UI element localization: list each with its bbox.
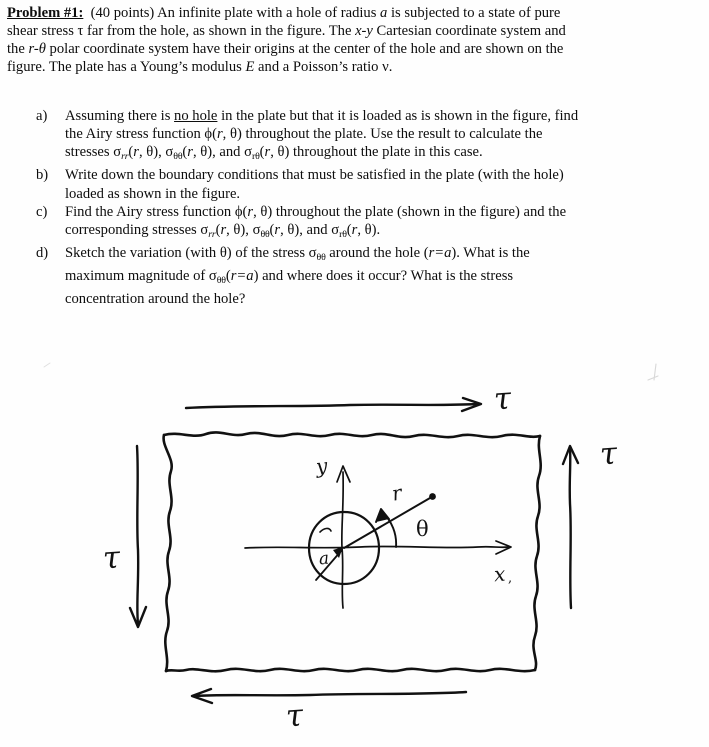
intro-text-1b: is subjected to a state of pure bbox=[387, 5, 561, 21]
item-c-line-1 bbox=[65, 203, 705, 221]
item-d-text-2c: ) and where does it occur? What is the stress bbox=[253, 267, 514, 284]
problem-label: Problem #1: bbox=[7, 5, 84, 21]
item-c-text-2f: ( bbox=[346, 221, 352, 238]
radius-a-label: a bbox=[318, 548, 330, 570]
item-c-text-2b: ( bbox=[215, 221, 221, 238]
question-parts-list bbox=[7, 107, 705, 308]
intro-text-3a: the bbox=[7, 41, 29, 58]
item-c-text-1b: , θ) throughout the plate (shown in the figure) and the bbox=[253, 203, 567, 220]
statement-line-1 bbox=[7, 4, 705, 22]
problem-statement bbox=[7, 4, 705, 76]
list-marker-c: c) bbox=[36, 203, 48, 220]
y-axis bbox=[337, 466, 350, 608]
item-a-text-2a: the Airy stress function ϕ( bbox=[65, 126, 217, 143]
x-axis-label-mark: , bbox=[508, 571, 513, 586]
item-d-text-2a: maximum magnitude of σ bbox=[65, 267, 217, 284]
item-c-line-2 bbox=[65, 221, 705, 244]
item-d-text-1c: ). What is the bbox=[451, 244, 530, 261]
statement-line-3 bbox=[7, 40, 705, 58]
theta-label: θ bbox=[416, 517, 429, 541]
item-a-text-1b: in the plate but that it is loaded as is shown in the figure, find bbox=[217, 108, 579, 124]
tau-label-right: τ bbox=[598, 435, 619, 473]
list-marker-a: a) bbox=[36, 108, 48, 124]
y-axis-label: y bbox=[314, 453, 329, 479]
item-c-text-2e: , θ), and σ bbox=[280, 221, 340, 238]
item-d-line-3: concentration around the hole? bbox=[65, 290, 246, 307]
item-c-r-4: r bbox=[351, 221, 358, 238]
list-item-b bbox=[7, 166, 705, 202]
shear-arrow-top bbox=[186, 398, 481, 411]
item-c-text-2d: ( bbox=[269, 221, 275, 238]
sigma-thetatheta-subscript: θθ bbox=[173, 151, 183, 163]
tau-symbol-inline: τ bbox=[77, 23, 84, 40]
item-a-r-4: r bbox=[264, 144, 271, 161]
no-hole-emphasis: no hole bbox=[174, 108, 218, 124]
item-a-line-3 bbox=[65, 143, 705, 166]
item-c-sigma-rr-subscript: rr bbox=[208, 228, 216, 240]
item-a-text-3f: ( bbox=[259, 144, 265, 161]
intro-text-2a: shear stress bbox=[7, 23, 78, 40]
item-a-r-2: r bbox=[133, 144, 139, 161]
item-c-sigma-thetatheta-subscript: θθ bbox=[260, 228, 270, 240]
item-c-r-2: r bbox=[220, 221, 227, 238]
item-a-r-3: r bbox=[187, 144, 193, 161]
stray-pencil-mark-left bbox=[44, 363, 50, 367]
item-a-line-2 bbox=[65, 125, 705, 143]
tau-label-top: τ bbox=[492, 380, 513, 418]
tau-label-bottom: τ bbox=[284, 697, 305, 735]
intro-text-4b: and a Poisson’s ratio ν. bbox=[254, 59, 393, 76]
plate-boundary bbox=[164, 432, 541, 671]
intro-text-1a: An infinite plate with a hole of radius bbox=[154, 5, 381, 21]
shear-arrow-right bbox=[563, 446, 578, 608]
item-b-line-1: Write down the boundary conditions that must be satisfied in the plate (with the hole) bbox=[65, 167, 564, 184]
x-axis-label: x bbox=[493, 561, 507, 587]
item-a-text-3e: , θ), and σ bbox=[192, 144, 252, 161]
item-a-text-3b: ( bbox=[128, 144, 134, 161]
item-d-text-2b: ( bbox=[225, 267, 231, 284]
xy-symbol: x-y bbox=[355, 23, 373, 40]
r-label: r bbox=[389, 480, 404, 506]
item-c-text-2c: , θ), σ bbox=[226, 221, 261, 238]
item-d-sigma-thetatheta-subscript-2: θθ bbox=[216, 274, 226, 286]
item-b-line-2: loaded as shown in the figure. bbox=[65, 185, 241, 202]
tau-label-left: τ bbox=[101, 539, 122, 577]
radius-symbol: a bbox=[380, 5, 388, 21]
item-a-text-3a: stresses σ bbox=[65, 144, 122, 161]
item-d-text-1b: around the hole ( bbox=[325, 244, 429, 261]
item-a-r-1: r bbox=[216, 126, 223, 143]
list-item-a bbox=[7, 107, 705, 166]
statement-line-4 bbox=[7, 58, 705, 76]
points-value: (40 points) bbox=[90, 5, 155, 21]
item-a-text-3g: , θ) throughout the plate in this case. bbox=[270, 144, 483, 161]
sigma-rr-subscript: rr bbox=[121, 151, 129, 163]
youngs-modulus-symbol: E bbox=[245, 59, 255, 76]
item-d-line-2 bbox=[65, 267, 705, 290]
item-c-sigma-rtheta-subscript: rθ bbox=[339, 228, 347, 240]
stray-pencil-mark bbox=[648, 364, 658, 380]
list-marker-b: b) bbox=[36, 167, 49, 184]
item-c-r-1: r bbox=[247, 203, 254, 220]
item-c-r-3: r bbox=[274, 221, 281, 238]
list-item-d bbox=[7, 244, 705, 308]
sigma-rtheta-subscript: rθ bbox=[251, 151, 260, 163]
intro-text-4a: figure. The plate has a Young’s modulus bbox=[7, 59, 246, 76]
item-a-text-1a: Assuming there is bbox=[65, 108, 175, 124]
item-a-text-3d: ( bbox=[182, 144, 188, 161]
statement-line-2 bbox=[7, 22, 705, 40]
r-equals-a-2: r=a bbox=[230, 267, 254, 284]
item-d-sigma-thetatheta-subscript-1: θθ bbox=[316, 251, 326, 263]
item-d-line-1 bbox=[65, 244, 705, 267]
item-a-text-2b: , θ) throughout the plate. Use the result to calculate the bbox=[222, 126, 543, 143]
item-c-text-1a: Find the Airy stress function ϕ( bbox=[65, 203, 248, 220]
intro-text-2c: Cartesian coordinate system and bbox=[372, 23, 566, 40]
item-c-text-2g: , θ). bbox=[357, 221, 381, 238]
r-equals-a-1: r=a bbox=[428, 244, 452, 261]
hand-drawn-figure bbox=[0, 336, 709, 747]
list-marker-d: d) bbox=[36, 244, 49, 261]
item-a-line-1 bbox=[65, 107, 705, 125]
rtheta-symbol: r-θ bbox=[28, 41, 46, 58]
item-c-text-2a: corresponding stresses σ bbox=[65, 221, 209, 238]
item-d-text-1a: Sketch the variation (with θ) of the stress σ bbox=[65, 244, 317, 261]
points-label bbox=[83, 5, 90, 21]
item-a-text-3c: , θ), σ bbox=[138, 144, 174, 161]
intro-text-2b: far from the hole, as shown in the figure. The bbox=[83, 23, 356, 40]
intro-text-3b: polar coordinate system have their origins at the center of the hole and are shown on the bbox=[45, 41, 564, 58]
shear-arrow-left bbox=[130, 446, 146, 627]
list-item-c bbox=[7, 203, 705, 244]
shear-arrow-bottom bbox=[192, 689, 466, 703]
